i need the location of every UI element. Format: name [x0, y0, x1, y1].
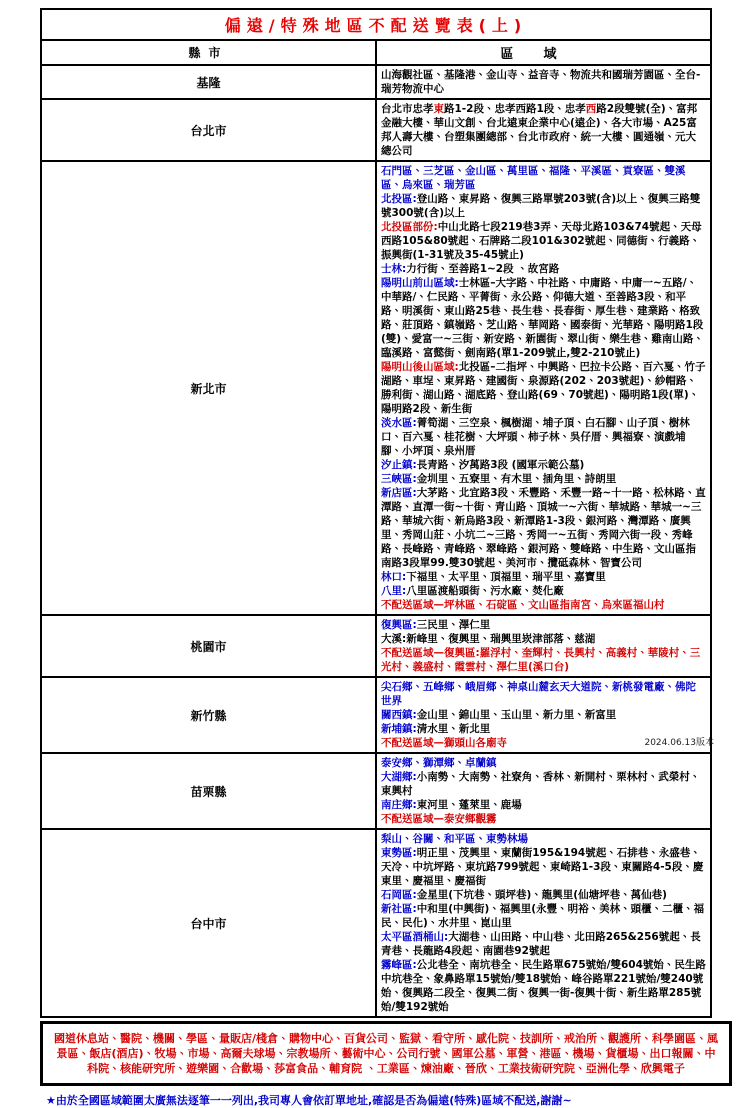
- text-segment: 不配送區域—泰安鄉觀霧: [381, 813, 497, 825]
- region-line: [381, 276, 706, 360]
- text-segment: 大湖巷、山田路、中山巷、北田路265&256號起、長青巷、長龍路4段起、南園巷92號起: [381, 931, 701, 957]
- region-line: [381, 812, 706, 826]
- text-segment: 泰安鄉、獅潭鄉、卓蘭鎮: [381, 757, 497, 769]
- text-segment: 八里:: [381, 585, 407, 597]
- text-segment: 南庄鄉:: [381, 799, 417, 811]
- table-row: [41, 161, 711, 615]
- column-header-county: 縣市: [41, 40, 376, 65]
- text-segment: 不配送區域—獅頭山各廟寺: [381, 737, 507, 749]
- text-segment: 下福里、太平里、頂福里、瑞平里、嘉寶里: [406, 571, 606, 583]
- text-segment: 東勢區:: [381, 847, 417, 859]
- text-segment: 尖石鄉、五峰鄉、峨眉鄉、神桌山麓玄天大道院、新桃發電廠、佛陀世界: [381, 681, 696, 707]
- region-line: [381, 570, 706, 584]
- region-line: [381, 756, 706, 770]
- text-segment: 新埔鎮:: [381, 723, 417, 735]
- region-line: [381, 958, 706, 1014]
- restriction-notice-box: [40, 1021, 732, 1086]
- table-row: [41, 99, 711, 161]
- text-segment: 霧峰區:: [381, 959, 417, 971]
- text-segment: 梨山、谷關、和平區、東勢林場: [381, 833, 528, 845]
- text-segment: 登山路、東昇路、復興三路單號203號(含)以上、復興三路雙號300號(含)以上: [381, 193, 701, 219]
- text-segment: 北投區–二指坪、中興路、巴拉卡公路、百六戛、竹子湖路、車埕、東昇路、建國街、泉源路(202、203號起)、紗帽路、勝利街、湖山路、湖底路、登山路(69、70號起)、陽明路1段(單)、陽明路2段、新生街: [381, 361, 706, 415]
- text-segment: 太平區酒桶山:: [381, 931, 449, 943]
- text-segment: 新店區:: [381, 487, 417, 499]
- region-line: [381, 930, 706, 958]
- county-cell: 台中市: [41, 829, 376, 1017]
- text-segment: 金圳里、五寮里、有木里、插角里、詩朗里: [416, 473, 617, 485]
- text-segment: 中山北路七段219巷3弄、天母北路103&74號起、天母西路105&80號起、石牌路二段101&302號起、同德街、行義路、振興街(1-31號及35-45號止): [381, 221, 702, 261]
- county-cell: 桃園市: [41, 615, 376, 677]
- restriction-table: [40, 8, 712, 1018]
- text-segment: 士林:: [381, 263, 407, 275]
- region-line: [381, 192, 706, 220]
- text-segment: 不配送區域—坪林區、石碇區、文山區指南宮、烏來區福山村: [381, 599, 665, 611]
- region-line: [381, 618, 706, 632]
- text-segment: 路2段雙號(全)、富邦金融大樓、華山文創、台北遠東企業中心(遠企)、各大市場、A25富邦人壽大樓、台塑集團總部、台北市政府、統一大樓、圓通嶺、元大總公司: [381, 103, 698, 157]
- text-segment: 三民里、澤仁里: [416, 619, 491, 631]
- text-segment: 金星里(下坑巷、頭坪巷)、龍興里(仙塘坪巷、萬仙巷): [416, 889, 667, 901]
- region-line: [381, 722, 706, 736]
- text-segment: 大茅路、北宜路3段、禾豐路、禾豐一路~十一路、松林路、直潭路、直潭一街~十街、青山路、頂城一~六街、華城路、華城一~三路、華城六街、新烏路3段、新潭路1-3段、銀河路、灣潭路、廣興里、秀岡山莊、小坑二~三路、秀岡一~五街、秀岡六街一段、秀峰路、長峰路、青峰路、翠峰路、銀河路、雙峰路、中生路、文山區指南路3段單99.雙30號起、美河市、攬砥森林、智寶公司: [381, 487, 706, 569]
- region-line: [381, 220, 706, 262]
- county-cell: 基隆: [41, 65, 376, 99]
- region-line: [381, 102, 706, 158]
- region-line: [381, 68, 706, 96]
- region-cell: [376, 829, 711, 1017]
- region-cell: [376, 161, 711, 615]
- table-row: [41, 829, 711, 1017]
- text-segment: 陽明山前山區域:: [381, 277, 459, 289]
- text-segment: 新社區:: [381, 903, 417, 915]
- text-segment: 士林區–大字路、中社路、中庸路、中庸一~五路/、中華路/、仁民路、平菁街、永公路、仰德大道、至善路3段、和平路、明溪街、東山路25巷、長生巷、長春街、厚生巷、建業路、格致路、莊頂路、鎮嶺路、芝山路、華岡路、國泰街、光華路、陽明路1段(雙)、愛富一~三街、新安路、新園街、翠山街、樂生巷、雞南山路、臨溪路、富懿街、劍南路(單1-209號止,雙2-210號止): [381, 277, 704, 359]
- footnote: ★由於全國區域範圍太廣無法逐筆一一列出,我司專人會依訂單地址,確認是否為偏遠(特殊)區域不配送,謝謝~: [46, 1094, 572, 1107]
- county-cell: 台北市: [41, 99, 376, 161]
- text-segment: 汐止鎮:: [381, 459, 417, 471]
- table-body: [41, 65, 711, 1017]
- region-line: [381, 486, 706, 570]
- text-segment: 林口:: [381, 571, 407, 583]
- page: [0, 8, 750, 1107]
- text-segment: 不配送區域—復興區:羅浮村、奎輝村、長興村、高義村、華陵村、三光村、義盛村、霞雲村、澤仁里(溪口台): [381, 647, 701, 673]
- region-cell: [376, 99, 711, 161]
- text-segment: 力行街、至善路1~2段 、故宮路: [406, 263, 560, 275]
- table-row: [41, 615, 711, 677]
- region-line: [381, 458, 706, 472]
- text-segment: 小南勢、大南勢、社寮角、香林、新開村、栗林村、武榮村、東興村: [381, 771, 701, 797]
- text-segment: 明正里、茂興里、東蘭街195&194號起、石排巷、永盛巷、天冷、中坑坪路、東坑路799號起、東崎路1-3段、東關路4-5段、慶東里、慶福里、慶福街: [381, 847, 704, 887]
- county-cell: 新北市: [41, 161, 376, 615]
- region-cell: [376, 753, 711, 829]
- county-cell: 苗栗縣: [41, 753, 376, 829]
- text-segment: 西: [585, 103, 597, 115]
- text-segment: 長青路、汐萬路3段 (國軍示範公墓): [416, 459, 585, 471]
- text-segment: 清水里、新北里: [416, 723, 491, 735]
- region-line: [381, 798, 706, 812]
- text-segment: 大湖鄉:: [381, 771, 417, 783]
- text-segment: 東: [433, 103, 444, 115]
- region-line: [381, 708, 706, 722]
- text-segment: 復興區:: [381, 619, 417, 631]
- table-row: [41, 677, 711, 753]
- text-segment: 大溪:新峰里、復興里、瑞興里崁津部落、慈湖: [381, 633, 596, 645]
- text-segment: 路1-2段、忠孝西路1段、忠孝: [444, 103, 586, 115]
- region-line: [381, 902, 706, 930]
- notice-text: 國道休息站、醫院、機關、學區、量販店/棧倉、購物中心、百貨公司、監獄、看守所、感化院、技訓所、戒治所、觀護所、科學園區、風景區、飯店(酒店)、牧場、市場、高爾夫球場、宗教場所、藝術中心、公司行號、國軍公墓、軍營、港區、機場、貨櫃場、出口報關、中科院、核能研究所、遊樂園、合歡場、莎富食品、輔育院 、工業區、煉油廠、晉欣、工業技術研究院、亞洲化學、欣興電子: [53, 1032, 718, 1075]
- text-segment: 菁筍湖、三空泉、楓樹湖、埔子頂、白石腳、山子頂、樹林口、百六戛、桂花樹、大坪頭、柿子林、吳仔厝、興福寮、演戲埔腳、小坪頂、泉州厝: [381, 417, 690, 457]
- text-segment: 石門區、三芝區、金山區、萬里區、福隆、平溪區、貢寮區、雙溪區、烏來區、瑞芳區: [381, 165, 686, 191]
- region-line: [381, 888, 706, 902]
- region-line: [381, 598, 706, 612]
- region-cell: [376, 65, 711, 99]
- region-line: [381, 164, 706, 192]
- text-segment: 北投區部份:: [381, 221, 438, 233]
- text-segment: 金山里、錦山里、玉山里、新力里、新富里: [416, 709, 617, 721]
- region-line: [381, 680, 706, 708]
- text-segment: 山海觀社區、基隆港、金山寺、益音寺、物流共和國瑞芳園區、全台-瑞芳物流中心: [381, 69, 701, 95]
- region-line: [381, 584, 706, 598]
- table-row: [41, 65, 711, 99]
- header-row: [41, 40, 711, 65]
- version-label: 2024.06.13版本: [644, 738, 714, 748]
- text-segment: 三峽區:: [381, 473, 417, 485]
- title-row: [41, 9, 711, 40]
- region-cell: [376, 615, 711, 677]
- region-line: [381, 770, 706, 798]
- region-line: [381, 846, 706, 888]
- column-header-region: 區域: [376, 40, 711, 65]
- table-row: [41, 753, 711, 829]
- text-segment: 八里區渡船頭街、污水廠、焚化廠: [406, 585, 564, 597]
- text-segment: 台北市忠孝: [381, 103, 434, 115]
- region-line: [381, 416, 706, 458]
- page-title: 偏遠/特殊地區不配送覽表(上): [41, 9, 711, 40]
- region-line: [381, 646, 706, 674]
- region-line: [381, 262, 706, 276]
- text-segment: 東河里、蓬萊里、鹿場: [416, 799, 522, 811]
- text-segment: 陽明山後山區域:: [381, 361, 459, 373]
- text-segment: 中和里(中興街)、福興里(永豐、明裕、美林、頭櫃、二櫃、福民、民化)、水井里、崑山里: [381, 903, 705, 929]
- text-segment: 石岡區:: [381, 889, 417, 901]
- region-line: [381, 472, 706, 486]
- region-line: [381, 632, 706, 646]
- region-line: [381, 360, 706, 416]
- text-segment: 公北巷全、南坑巷全、民生路單675號始/雙604號始、民生路中坑巷全、象鼻路單15號始/雙18號始、峰谷路單221號始/雙240號始、復興路二段全、復興二街、復興一街-復興十街、新生路單285號始/雙192號始: [381, 959, 706, 1013]
- region-line: [381, 832, 706, 846]
- text-segment: 淡水區:: [381, 417, 417, 429]
- text-segment: 北投區:: [381, 193, 417, 205]
- text-segment: 關西鎮:: [381, 709, 417, 721]
- county-cell: 新竹縣: [41, 677, 376, 753]
